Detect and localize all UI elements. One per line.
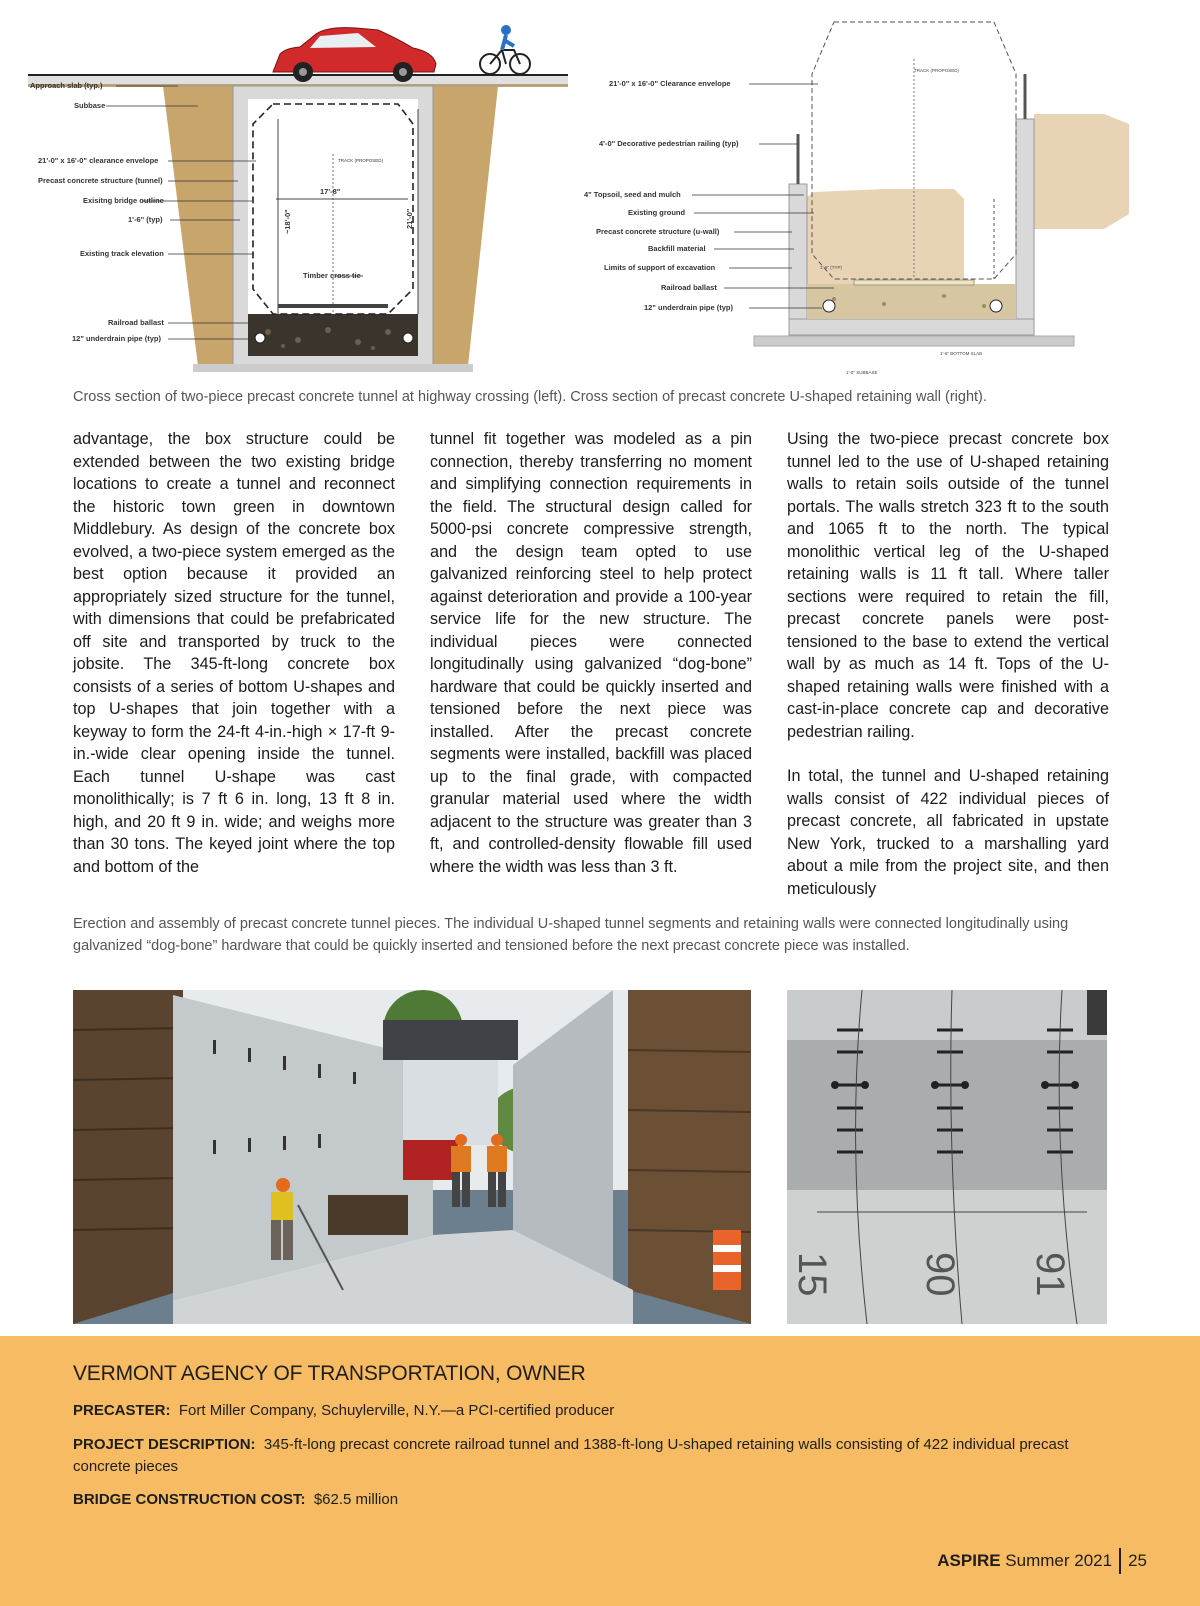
label-pedestrian-railing: 4'-0" Decorative pedestrian railing (typ) [599,139,739,148]
body-column-2 [430,428,752,878]
label-underdrain-r: 12" underdrain pipe (typ) [644,303,733,312]
bottom-slab-note: 1'-6" BOTTOM SLAB [940,351,983,356]
description-value: 345-ft-long precast concrete railroad tunnel and 1388-ft-long U-shaped retaining walls consisting of 422 individual precast concrete pieces [73,1436,1069,1475]
subbase-note: 1'-0" SUBBASE [846,370,878,375]
body-column-3 [787,428,1109,900]
label-typ-dim: 1'-6" (typ) [128,215,163,224]
label-excavation-limits: Limits of support of excavation [604,263,716,272]
precaster-value: Fort Miller Company, Schuylerville, N.Y.—a PCI-certified producer [178,1402,615,1419]
cost-row [73,1489,1093,1511]
u-wall-cross-section-diagram [584,14,1130,380]
label-backfill: Backfill material [648,244,706,253]
footer-divider [1119,1548,1121,1574]
label-topsoil: 4" Topsoil, seed and mulch [584,190,681,199]
typ-note-r: 1'-6" (TYP) [820,265,842,270]
page-footer [937,1548,1147,1574]
label-clearance-envelope: 21'-0" x 16'-0" clearance envelope [38,156,159,165]
label-track-elevation: Existing track elevation [80,249,164,258]
track-note-r: TRACK (PROPOSED) [914,68,960,73]
label-clearance-envelope-r: 21'-0" x 16'-0" Clearance envelope [609,79,731,88]
precaster-label: PRECASTER: [73,1402,171,1419]
label-approach-slab: Approach slab (typ.) [30,81,103,90]
body-text-col3-p2: In total, the tunnel and U-shaped retaining walls consist of 422 individual pieces of precast concrete, all fabricated in upstate New York, trucked to a marshalling yard about a mile from the project site, and then meticulously [787,767,1109,898]
tunnel-cross-section-diagram [28,14,568,380]
cost-value: $62.5 million [313,1491,399,1508]
body-column-1 [73,428,395,878]
label-precast-uwall: Precast concrete structure (u-wall) [596,227,720,236]
precaster-row [73,1400,1093,1422]
label-precast-tunnel: Precast concrete structure (tunnel) [38,176,163,185]
tunnel-assembly-photo [73,990,751,1324]
dim-height-2: 21'-0" [405,208,414,229]
dim-width: 17'-8" [320,187,341,196]
segment-mark-3: 91 [1028,1252,1072,1297]
description-row [73,1434,1093,1478]
label-railroad-ballast: Railroad ballast [108,318,164,327]
body-text-col1: advantage, the box structure could be extended between the two existing bridge locations to create a tunnel and reconnect the historic town green in downtown Middlebury. As design of the concrete box evolved, a two-piece system emerged as the best option because it provided an appropriately sized structure for the tunnel, with dimensions that could be prefabricated off site and transported by truck to the jobsite. The 345-ft-long concrete box consists of a series of bottom U-shapes and top U-shapes that join together with a keyway to form the 24-ft 4-in.-high × 17-ft 9-in.-wide clear opening inside the tunnel. Each tunnel U-shape was cast monolithically; is 7 ft 6 in. long, 13 ft 8 in. high, and 20 ft 9 in. wide; and weighs more than 30 tons. The keyed joint where the top and bottom of the [73,430,395,876]
page-number: 25 [1128,1551,1147,1570]
segment-mark-1: 15 [790,1252,834,1297]
dog-bone-hardware-photo [787,990,1107,1324]
body-text-col2: tunnel fit together was modeled as a pin connection, thereby transferring no moment and simplifying connection requirements in the field. The structural design called for 5000-psi concrete compressive strength, and the design team opted to use galvanized reinforcing steel to help protect against deterioration and provide a 100-year service life for the new structure. The individual pieces were connected longitudinally using galvanized “dog-bone” hardware that could be quickly inserted and tensioned before the next piece was installed. After the precast concrete segments were installed, backfill was placed up to the final grade, with compacted granular material used where the width adjacent to the structure was greater than 3 ft, and controlled-density flowable fill used where the width was less than 3 ft. [430,430,752,876]
label-subbase: Subbase [74,101,106,110]
dim-height-1: ~18'-0" [283,209,292,234]
label-railroad-ballast-r: Railroad ballast [661,283,717,292]
magazine-brand: ASPIRE [937,1551,1001,1570]
label-timber-cross-tie: Timber cross tie [303,271,361,280]
label-existing-ground: Existing ground [628,208,686,217]
cost-label: BRIDGE CONSTRUCTION COST: [73,1491,306,1508]
label-bridge-outline: Exisitng bridge outline [83,196,164,205]
segment-mark-2: 90 [918,1252,962,1297]
magazine-issue: Summer 2021 [1005,1551,1113,1570]
label-underdrain-pipe: 12" underdrain pipe (typ) [72,334,161,343]
description-label: PROJECT DESCRIPTION: [73,1436,256,1453]
track-note: TRACK (PROPOSED) [338,158,384,163]
photo-caption: Erection and assembly of precast concrete tunnel pieces. The individual U-shaped tunnel segments and retaining walls were connected longitudinally using galvanized “dog-bone” hardware that could be quickly inserted and tensioned before the next precast concrete piece was installed. [73,916,1069,954]
owner-title: VERMONT AGENCY OF TRANSPORTATION, OWNER [73,1362,586,1385]
body-text-col3-p1: Using the two-piece precast concrete box tunnel led to the use of U-shaped retaining walls to retain soils outside of the tunnel portals. The walls stretch 323 ft to the south and 1065 ft to the north. The typical monolithic vertical leg of the U-shaped retaining walls is 11 ft tall. Where taller sections were required to retain the fill, precast concrete panels were post-tensioned to the base to extend the vertical wall by as much as 14 ft. Tops of the U-shaped retaining walls were finished with a cast-in-place concrete cap and decorative pedestrian railing. [787,430,1109,741]
diagram-caption: Cross section of two-piece precast concrete tunnel at highway crossing (left). Cross section of precast concrete U-shaped retaining wall (right). [73,389,987,405]
